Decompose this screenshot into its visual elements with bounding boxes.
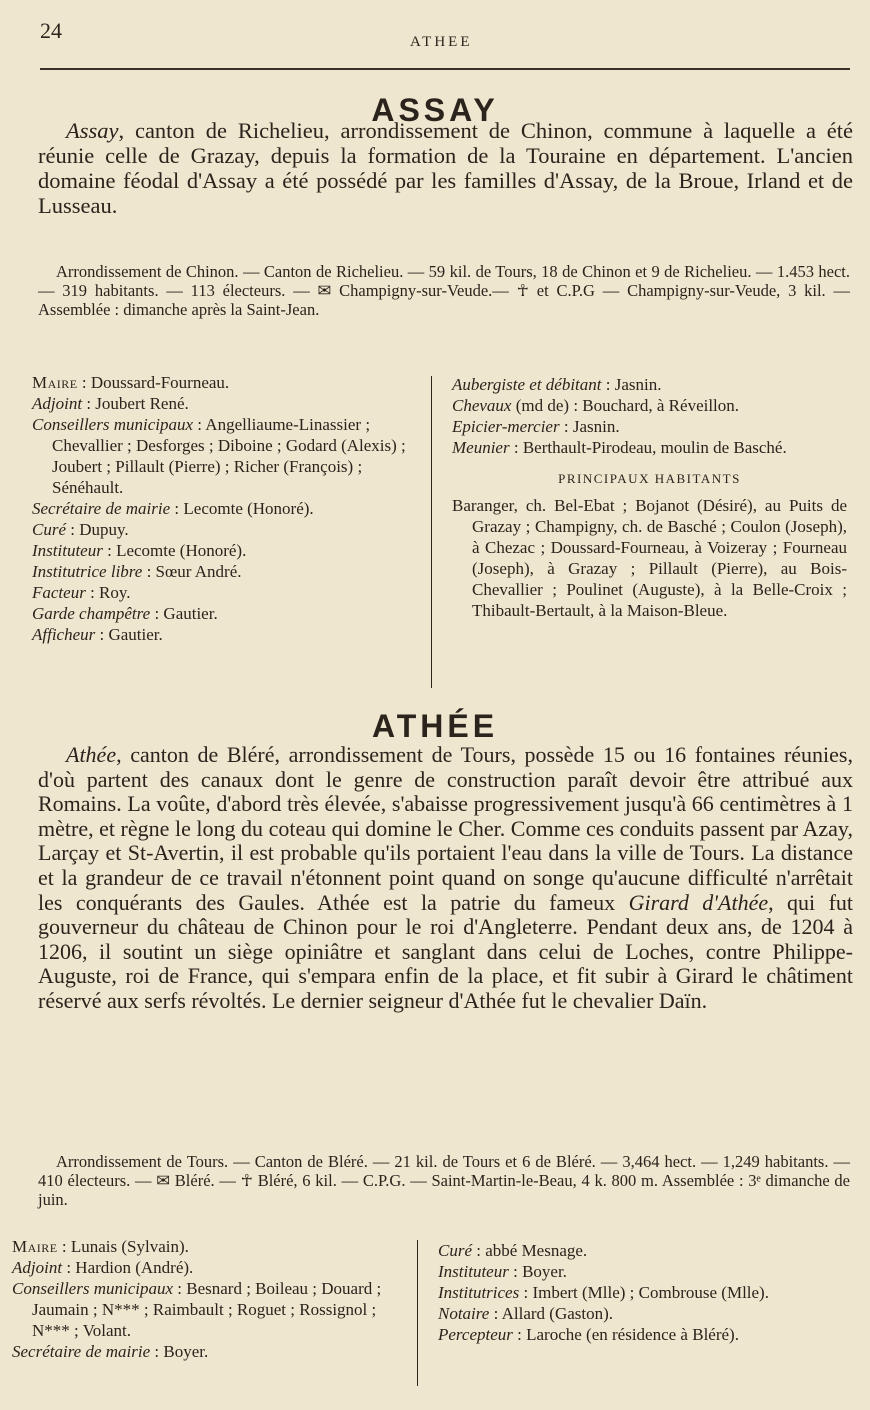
entry-text: (md de) : Bouchard, à Réveillon.	[511, 396, 740, 415]
assay-admin-info: Arrondissement de Chinon. — Canton de Richelieu. — 59 kil. de Tours, 18 de Chinon et 9 de Richelieu. — 1.453 hect. — 319 habitants. — 113 électeurs. — ✉ Champigny-sur-Veude.— ☥ et C.P.G — Champigny-sur-Veude, 3 kil. — Assemblée : dimanche après la Saint-Jean.	[38, 262, 850, 319]
running-title: ATHEE	[410, 34, 473, 50]
assay-trades-entries	[452, 374, 847, 458]
athee-intro-lead: Athée	[66, 742, 117, 767]
page-number: 24	[40, 18, 62, 43]
entry-role: Instituteur	[438, 1262, 509, 1281]
entry-text: : Lecomte (Honoré).	[170, 499, 314, 518]
entry-text: : Dupuy.	[66, 520, 129, 539]
entry-role: Epicier-mercier	[452, 417, 560, 436]
directory-entry	[32, 624, 418, 645]
entry-role: Aubergiste et débitant	[452, 375, 602, 394]
athee-intro-end: , qui fut gouverneur du château de Chinon pour le roi d'Angleterre. Pendant deux ans, de 1204 à 1206, il soutint un siège opiniâtre et sanglant dans celui de Loches, contre Philippe-Auguste, roi de France, qui s'empara enfin de la place, et fit subir à Girard le châtiment réservé aux serfs révoltés. Le dernier seigneur d'Athée fut le chevalier Daïn.	[38, 889, 854, 1013]
directory-entry	[32, 498, 418, 519]
entry-role: Percepteur	[438, 1325, 513, 1344]
entry-text: : Allard (Gaston).	[489, 1304, 614, 1323]
athee-officials-entries	[12, 1236, 402, 1362]
directory-entry	[12, 1257, 402, 1278]
assay-intro	[38, 118, 853, 218]
entry-role: Secrétaire de mairie	[32, 499, 171, 518]
entry-role: Adjoint	[32, 394, 83, 413]
directory-entry	[32, 372, 418, 393]
entry-role: Adjoint	[12, 1258, 63, 1277]
assay-officials-list	[32, 372, 418, 645]
entry-role: Curé	[438, 1241, 472, 1260]
principaux-habitants-list: Baranger, ch. Bel-Ebat ; Bojanot (Désiré), au Puits de Grazay ; Champigny, ch. de Basché ; Coulon (Joseph), à Chezac ; Doussard-Fourneau, à Voizeray ; Fourneau (Joseph), à Grazay ; Pillault (Pierre), au Bois-Chevallier ; Poulinet (Auguste), à la Belle-Croix ; Thibault-Bertault, à la Maison-Bleue.	[452, 496, 847, 620]
directory-entry	[452, 416, 847, 437]
entry-text: : Hardion (André).	[62, 1258, 194, 1277]
entry-text: : Boyer.	[508, 1262, 567, 1281]
entry-text: : Sœur André.	[142, 562, 242, 581]
directory-entry	[438, 1261, 838, 1282]
entry-role: Curé	[32, 520, 66, 539]
column-divider-2	[417, 1240, 418, 1386]
directory-entry	[438, 1282, 838, 1303]
entry-text: : Gautier.	[150, 604, 218, 623]
entry-text: : Jasnin.	[559, 417, 620, 436]
athee-officials-list	[12, 1236, 402, 1362]
entry-text: : Roy.	[85, 583, 131, 602]
entry-role: Conseillers municipaux	[12, 1279, 174, 1298]
assay-intro-lead: Assay	[66, 118, 119, 143]
directory-entry	[12, 1236, 402, 1257]
directory-entry	[452, 374, 847, 395]
entry-text: : Berthault-Pirodeau, moulin de Basché.	[509, 438, 787, 457]
directory-entry	[32, 393, 418, 414]
header-rule	[40, 68, 850, 70]
entry-text: : Jasnin.	[601, 375, 662, 394]
entry-role: Notaire	[438, 1304, 490, 1323]
entry-text: : Besnard ; Boileau ; Douard ; Jaumain ; N*** ; Raimbault ; Roguet ; Rossignol ; N*** ; Volant.	[32, 1279, 382, 1340]
entry-role: Facteur	[32, 583, 86, 602]
athee-admin-info: Arrondissement de Tours. — Canton de Bléré. — 21 kil. de Tours et 6 de Bléré. — 3,464 hect. — 1,249 habitants. — 410 électeurs. — ✉ Bléré. — ☥ Bléré, 6 kil. — C.P.G. — Saint-Martin-le-Beau, 4 k. 800 m. Assemblée : 3ᵉ dimanche de juin.	[38, 1152, 850, 1209]
directory-entry	[32, 603, 418, 624]
entry-text: : Laroche (en résidence à Bléré).	[512, 1325, 739, 1344]
directory-entry	[12, 1278, 402, 1341]
athee-intro	[38, 743, 853, 1014]
entry-text: : Imbert (Mlle) ; Combrouse (Mlle).	[519, 1283, 769, 1302]
entry-role: Conseillers municipaux	[32, 415, 194, 434]
entry-role: Garde champêtre	[32, 604, 151, 623]
directory-entry	[32, 582, 418, 603]
directory-entry	[32, 519, 418, 540]
entry-role: Afficheur	[32, 625, 96, 644]
directory-entry	[438, 1240, 838, 1261]
directory-entry	[12, 1341, 402, 1362]
entry-text: : Boyer.	[150, 1342, 209, 1361]
athee-services-entries	[438, 1240, 838, 1345]
entry-role: Institutrice libre	[32, 562, 143, 581]
entry-role: Instituteur	[32, 541, 103, 560]
section-title-assay: ASSAY	[371, 92, 499, 128]
entry-text: : Lunais (Sylvain).	[57, 1237, 189, 1256]
entry-role: Institutrices	[438, 1283, 520, 1302]
section-title-athee: ATHÉE	[371, 708, 499, 744]
directory-entry	[32, 561, 418, 582]
entry-role: Meunier	[452, 438, 510, 457]
entry-text: : Joubert René.	[82, 394, 189, 413]
assay-officials-entries	[32, 372, 418, 645]
entry-role: Maire	[32, 373, 78, 392]
entry-text: : Angelliaume-Linassier ; Chevallier ; Desforges ; Diboine ; Godard (Alexis) ; Joubert ; Pillault (Pierre) ; Richer (François) ; Sénéhault.	[52, 415, 406, 497]
directory-entry	[452, 437, 847, 458]
directory-entry	[438, 1324, 838, 1345]
athee-intro-text: , canton de Bléré, arrondissement de Tours, possède 15 ou 16 fontaines réunies, d'où partent des canaux dont le genre de construction paraît devoir être attribué aux Romains. La voûte, d'abord très élevée, s'abaisse progressivement jusqu'à 66 centimètres à 1 mètre, et règne le long du coteau qui domine le Cher. Comme ces conduits passent par Azay, Larçay et St-Avertin, il est probable qu'ils portaient l'eau dans la ville de Tours. La distance et la grandeur de ce travail n'étonnent point quand on songe qu'aucune difficulté n'arrêtait les conquérants des Gaules. Athée est la patrie du fameux	[38, 742, 853, 915]
directory-entry	[452, 395, 847, 416]
directory-entry	[32, 414, 418, 498]
assay-intro-text: , canton de Richelieu, arrondissement de Chinon, commune à laquelle a été réunie celle de Grazay, depuis la formation de la Touraine en département. L'ancien domaine féodal d'Assay a été possédé par les familles d'Assay, de la Broue, Irland et de Lusseau.	[38, 118, 853, 218]
entry-role: Maire	[12, 1237, 58, 1256]
principaux-habitants-heading: PRINCIPAUX HABITANTS	[558, 471, 741, 486]
entry-text: : Lecomte (Honoré).	[102, 541, 247, 560]
entry-role: Secrétaire de mairie	[12, 1342, 151, 1361]
directory-entry	[438, 1303, 838, 1324]
assay-trades-list	[452, 374, 847, 621]
directory-entry	[32, 540, 418, 561]
entry-text: : Doussard-Fourneau.	[77, 373, 230, 392]
entry-text: : abbé Mesnage.	[472, 1241, 588, 1260]
column-divider	[431, 376, 432, 688]
entry-text: : Gautier.	[95, 625, 163, 644]
entry-role: Chevaux	[452, 396, 512, 415]
athee-girard: Girard d'Athée	[628, 889, 769, 915]
athee-services-list	[438, 1240, 838, 1345]
